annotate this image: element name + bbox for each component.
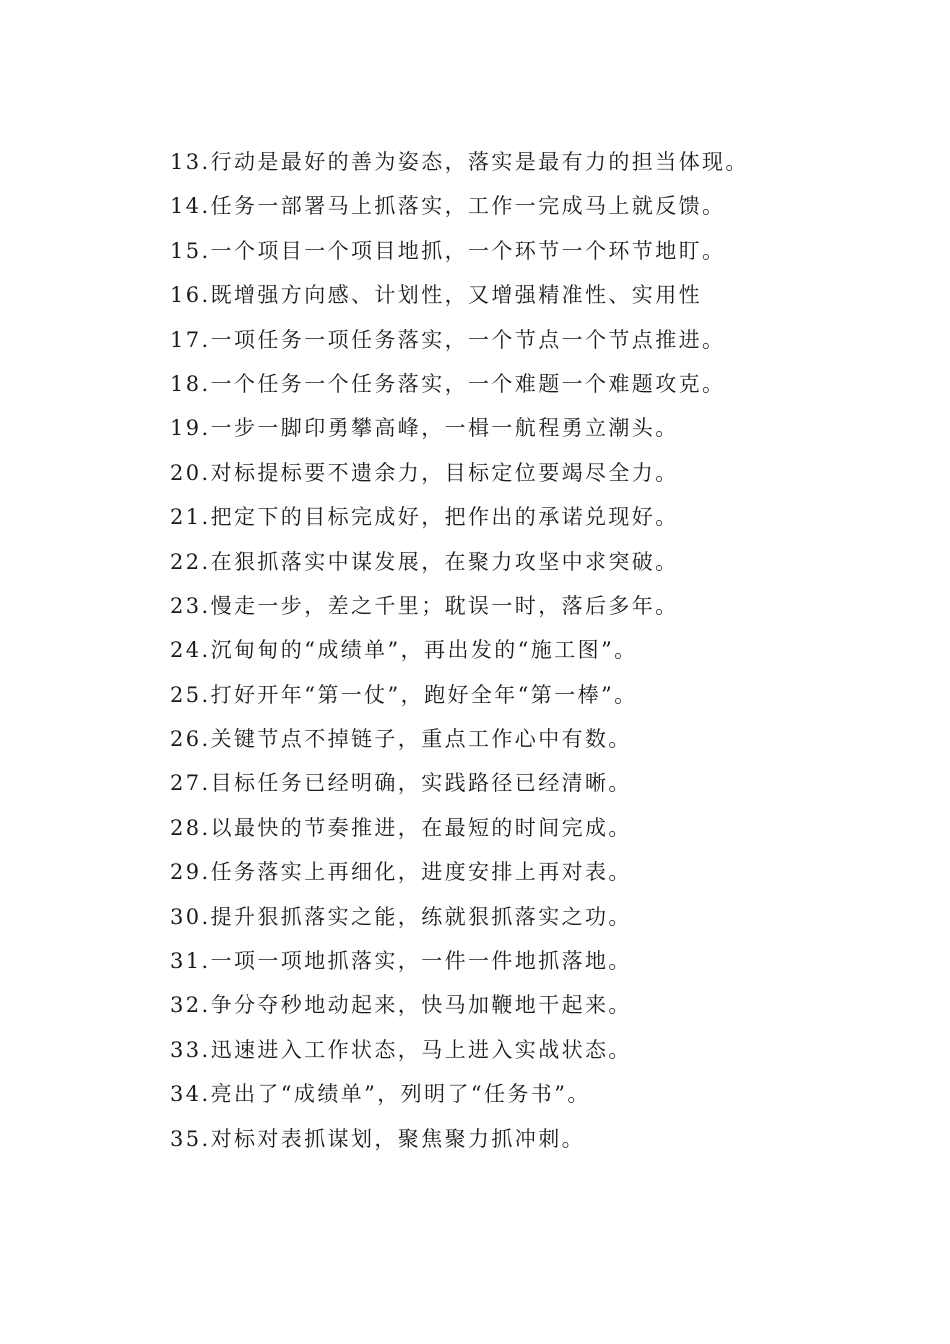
list-item: 21.把定下的目标完成好，把作出的承诺兑现好。 (170, 505, 679, 530)
list-item: 35.对标对表抓谋划，聚焦聚力抓冲刺。 (170, 1126, 585, 1151)
list-item: 28.以最快的节奏推进，在最短的时间完成。 (170, 815, 632, 840)
list-item: 13.行动是最好的善为姿态，落实是最有力的担当体现。 (170, 150, 749, 174)
list-item: 24.沉甸甸的“成绩单”，再出发的“施工图”。 (170, 638, 638, 663)
list-item: 26.关键节点不掉链子，重点工作心中有数。 (170, 727, 632, 752)
list-item: 25.打好开年“第一仗”，跑好全年“第一棒”。 (170, 682, 638, 707)
list-item: 32.争分夺秒地动起来，快马加鞭地干起来。 (170, 993, 632, 1018)
list-item: 34.亮出了“成绩单”，列明了“任务书”。 (170, 1082, 591, 1107)
list-item: 20.对标提标要不遗余力，目标定位要竭尽全力。 (170, 460, 679, 485)
list-item: 15.一个项目一个项目地抓，一个环节一个环节地盯。 (170, 238, 726, 263)
list-item: 30.提升狠抓落实之能，练就狠抓落实之功。 (170, 904, 632, 929)
list-item: 22.在狠抓落实中谋发展，在聚力攻坚中求突破。 (170, 549, 679, 574)
list-item: 16.既增强方向感、计划性，又增强精准性、实用性 (170, 283, 702, 308)
list-item: 14.任务一部署马上抓落实，工作一完成马上就反馈。 (170, 194, 726, 219)
list-item: 23.慢走一步，差之千里；耽误一时，落后多年。 (170, 593, 679, 618)
list-item: 18.一个任务一个任务落实，一个难题一个难题攻克。 (170, 371, 726, 396)
list-item: 19.一步一脚印勇攀高峰，一楫一航程勇立潮头。 (170, 416, 679, 441)
list-item: 27.目标任务已经明确，实践路径已经清晰。 (170, 771, 632, 796)
list-item: 17.一项任务一项任务落实，一个节点一个节点推进。 (170, 327, 726, 352)
numbered-list (170, 143, 910, 1164)
list-item: 33.迅速进入工作状态，马上进入实战状态。 (170, 1037, 632, 1062)
list-item: 31.一项一项地抓落实，一件一件地抓落地。 (170, 949, 632, 974)
list-item: 29.任务落实上再细化，进度安排上再对表。 (170, 860, 632, 885)
